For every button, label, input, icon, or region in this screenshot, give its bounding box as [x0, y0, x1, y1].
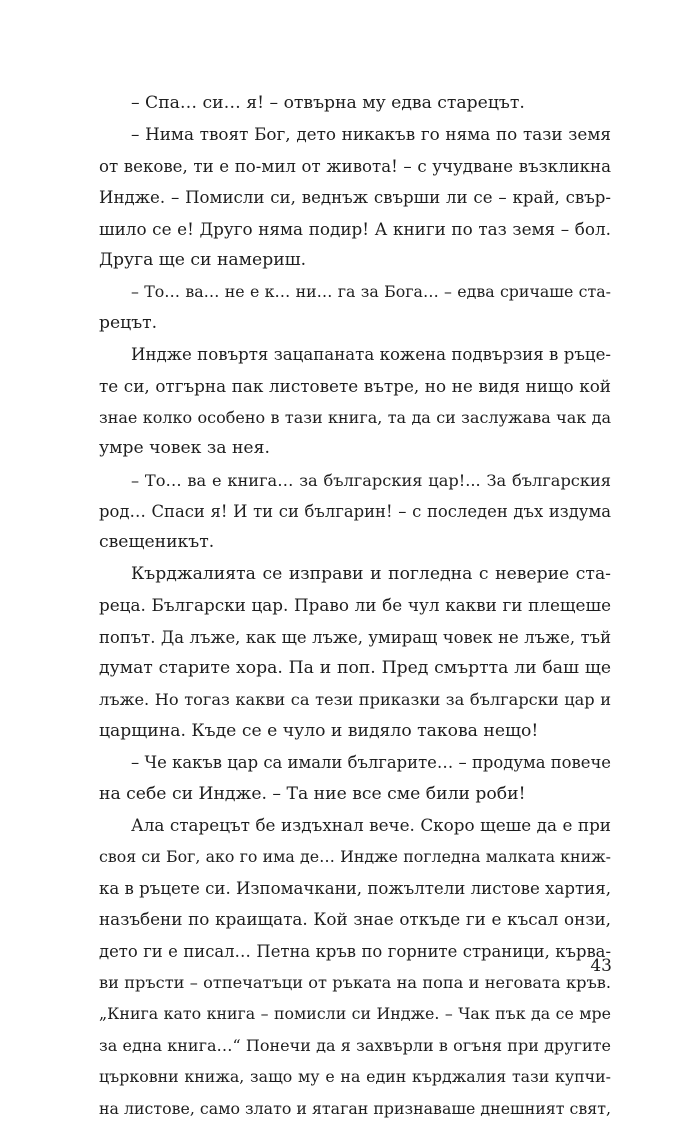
text-line: ка в ръцете си. Изпомачкани, пожълтели листове хартия, [99, 878, 611, 898]
text-line: те си, отгърна пак листовете вътре, но не видя нищо кой [99, 375, 611, 396]
text-line: рецът. [99, 312, 158, 333]
text-line: Кърджалията се изправи и погледна с неверие ста- [131, 563, 611, 584]
text-line: дето ги е писал… Петна кръв по горните страници, кърва- [99, 941, 611, 961]
text-line: „Книга като книга – помисли си Индже. – Чак пък да се мре [99, 1004, 611, 1024]
text-line: свещеникът. [99, 532, 215, 553]
text-line: царщина. Къде се е чуло и видяло такова нещо! [99, 720, 539, 741]
text-line: – То… ва… не е к… ни… га за Бога… – едва сричаше ста- [131, 282, 611, 302]
text-line: назъбени по краищата. Кой знае откъде ги е късал онзи, [99, 909, 611, 930]
text-line: църковни книжа, защо му е на един кърджалия тази купчи- [99, 1067, 611, 1087]
text-line: попът. Да лъже, как ще лъже, умиращ човек не лъже, тъй [99, 627, 611, 647]
text-line: от векове, ти е по-мил от живота! – с учудване възкликна [99, 156, 611, 176]
text-line: реца. Български цар. Право ли бе чул какви ги плещеше [99, 595, 611, 616]
text-line: ви пръсти – отпечатъци от ръката на попа и неговата кръв. [99, 972, 611, 992]
text-line: Ала старецът бе издъхнал вече. Скоро щеше да е при [131, 814, 611, 835]
text-line: Индже. – Помисли си, веднъж свърши ли се – край, свър- [99, 188, 611, 208]
text-line: за една книга…“ Понечи да я захвърли в огъня при другите [99, 1035, 611, 1055]
text-line: шило се е! Друго няма подир! А книги по таз земя – бол. [99, 218, 611, 239]
text-line: – Нима твоят Бог, дето никакъв го няма по тази земя [131, 124, 611, 145]
text-line: – Спа… си… я! – отвърна му едва старецът. [131, 93, 525, 113]
text-line: на себе си Индже. – Та ние все сме били роби! [99, 783, 526, 804]
text-line: род… Спаси я! И ти си българин! – с последен дъх издума [99, 502, 611, 522]
text-line: своя си Бог, ако го има де… Индже погледна малката книж- [99, 847, 611, 867]
text-line: на листове, само злато и ятаган признаваше днешният свят, [99, 1098, 611, 1118]
text-line: думат старите хора. Па и поп. Пред смъртта ли баш ще [99, 658, 611, 679]
text-line: знае колко особено в тази книга, та да си заслужава чак да [99, 407, 611, 427]
text-line: лъже. Но тогаз какви са тези приказки за български цар и [99, 690, 611, 710]
text-line: Индже повъртя зацапаната кожена подвързия в ръце- [131, 345, 611, 365]
text-line: – Че какъв цар са имали българите… – продума повече [131, 753, 611, 773]
text-line: – То… ва е книга… за българския цар!... За българския [131, 470, 611, 490]
text-line: Друга ще си намериш. [99, 249, 307, 270]
page-number: 43 [590, 956, 612, 976]
text-line: умре човек за нея. [99, 438, 270, 459]
body-text [99, 88, 611, 1124]
